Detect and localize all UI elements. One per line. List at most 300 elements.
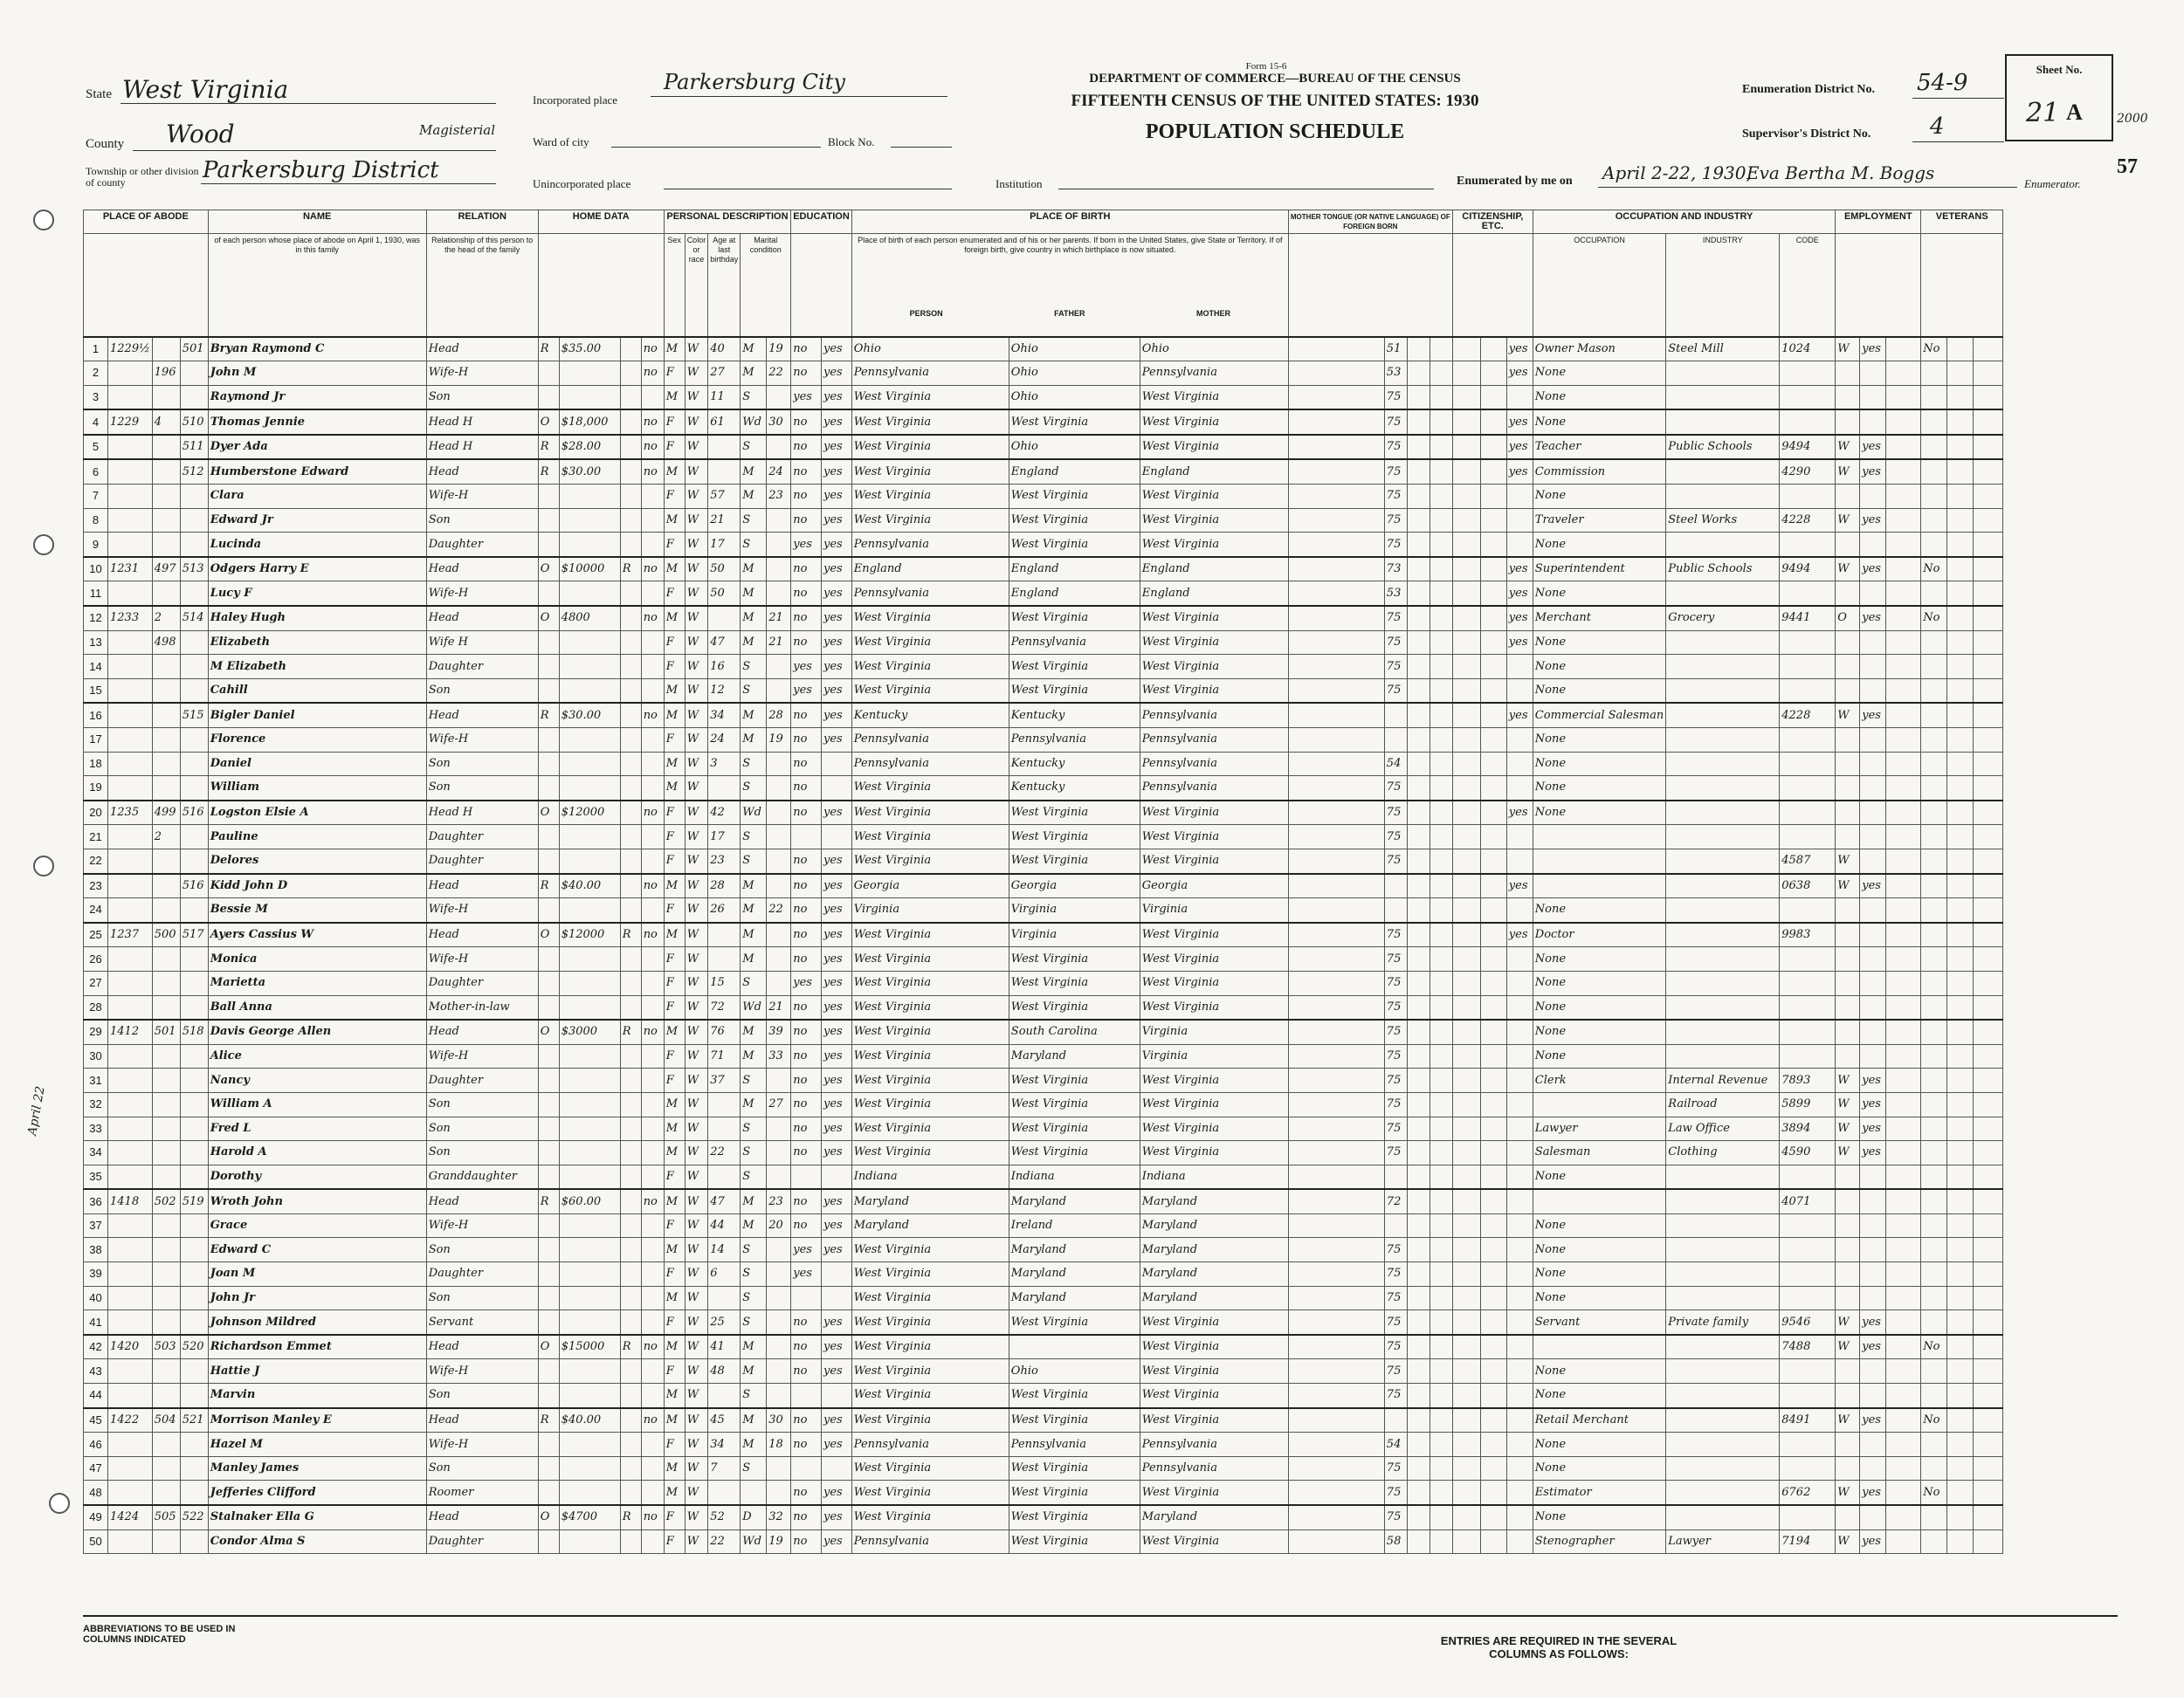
- cell-dwelling: 501: [152, 1020, 180, 1044]
- cell-street: [108, 1359, 153, 1384]
- cell-empty: [1430, 581, 1452, 606]
- cell-empty: [1407, 361, 1430, 386]
- cell-english: [1506, 947, 1533, 972]
- cell-code: 75: [1384, 801, 1407, 825]
- cell-age: [708, 1481, 741, 1505]
- cell-veteran: [1921, 1359, 1947, 1384]
- cell-marital: M: [741, 630, 767, 655]
- cell-empty: [1452, 533, 1480, 557]
- cell-farm: [641, 630, 664, 655]
- cell-empty: [1947, 1286, 1974, 1310]
- table-row: [84, 1286, 2003, 1310]
- cell-name: Edward Jr: [208, 508, 426, 533]
- cell-read: yes: [822, 606, 852, 630]
- cell-farm: [641, 1213, 664, 1238]
- township-note: Magisterial: [419, 122, 496, 138]
- cell-dwelling: [152, 898, 180, 923]
- cell-empty: [1480, 1141, 1506, 1165]
- cell-occupation: Retail Merchant: [1533, 1408, 1665, 1433]
- cell-empty: [1886, 1310, 1921, 1335]
- cell-empty: [1974, 606, 2003, 630]
- cell-dwelling: [152, 971, 180, 995]
- cell-empty: [1886, 533, 1921, 557]
- cell-family: [180, 752, 208, 776]
- cell-empty: [1288, 1481, 1384, 1505]
- cell-employed: [1860, 1456, 1886, 1481]
- cell-occupation: Servant: [1533, 1310, 1665, 1335]
- cell-worker: [1836, 1505, 1860, 1530]
- cell-employed: yes: [1860, 508, 1886, 533]
- cell-line: 24: [84, 898, 108, 923]
- cell-empty: [1886, 1408, 1921, 1433]
- cell-person-bp: England: [851, 557, 1009, 581]
- cell-school: yes: [791, 1262, 822, 1287]
- cell-farm: [641, 508, 664, 533]
- table-row: [84, 776, 2003, 801]
- cell-read: yes: [822, 971, 852, 995]
- group-home-data: HOME DATA: [538, 210, 664, 234]
- cell-industry: [1666, 947, 1780, 972]
- cell-age-married: [767, 1286, 791, 1310]
- cell-family: [180, 1092, 208, 1117]
- cell-mother-bp: West Virginia: [1140, 1481, 1288, 1505]
- cell-street: [108, 849, 153, 873]
- cell-occupation: None: [1533, 971, 1665, 995]
- table-row: [84, 630, 2003, 655]
- cell-line: 21: [84, 825, 108, 849]
- cell-farm: [641, 1530, 664, 1554]
- cell-age-married: 21: [767, 630, 791, 655]
- cell-relation: Daughter: [426, 971, 538, 995]
- cell-radio: [620, 655, 641, 679]
- cell-relation: Wife-H: [426, 1044, 538, 1069]
- cell-farm: no: [641, 1505, 664, 1530]
- cell-person-bp: Georgia: [851, 874, 1009, 898]
- cell-empty: [1886, 923, 1921, 947]
- ward-label: Ward of city: [533, 135, 589, 148]
- cell-empty: [1288, 1359, 1384, 1384]
- cell-empty: [1452, 361, 1480, 386]
- cell-street: 1231: [108, 557, 153, 581]
- cell-line: 29: [84, 1020, 108, 1044]
- cell-race: W: [685, 361, 708, 386]
- cell-school: no: [791, 776, 822, 801]
- cell-radio: [620, 1433, 641, 1457]
- cell-read: yes: [822, 874, 852, 898]
- cell-line: 28: [84, 995, 108, 1020]
- cell-street: [108, 459, 153, 484]
- cell-dwelling: [152, 1141, 180, 1165]
- cell-empty: [1974, 485, 2003, 509]
- cell-read: yes: [822, 898, 852, 923]
- cell-industry: [1666, 776, 1780, 801]
- cell-race: W: [685, 995, 708, 1020]
- cell-industry: Law Office: [1666, 1117, 1780, 1141]
- table-row: [84, 752, 2003, 776]
- cell-sex: M: [664, 459, 685, 484]
- block-underline: [891, 147, 952, 148]
- cell-school: yes: [791, 533, 822, 557]
- cell-farm: [641, 1262, 664, 1287]
- mother-head: MOTHER: [1196, 309, 1231, 318]
- census-title: FIFTEENTH CENSUS OF THE UNITED STATES: 1930: [1071, 92, 1479, 110]
- cell-occ-code: [1780, 971, 1836, 995]
- cell-occ-code: [1780, 361, 1836, 386]
- cell-line: 25: [84, 923, 108, 947]
- cell-radio: [620, 1359, 641, 1384]
- cell-empty: [1430, 971, 1452, 995]
- cell-english: [1506, 1165, 1533, 1189]
- cell-industry: [1666, 1165, 1780, 1189]
- cell-person-bp: West Virginia: [851, 630, 1009, 655]
- table-row: [84, 337, 2003, 361]
- cell-radio: [620, 1408, 641, 1433]
- cell-radio: [620, 874, 641, 898]
- cell-english: [1506, 1310, 1533, 1335]
- cell-empty: [1480, 581, 1506, 606]
- cell-marital: S: [741, 971, 767, 995]
- cell-empty: [1974, 557, 2003, 581]
- cell-sex: F: [664, 995, 685, 1020]
- cell-person-bp: Indiana: [851, 1165, 1009, 1189]
- cell-school: yes: [791, 1238, 822, 1262]
- cell-empty: [1407, 752, 1430, 776]
- cell-empty: [1480, 923, 1506, 947]
- cell-sex: F: [664, 1433, 685, 1457]
- cell-value: [559, 1286, 620, 1310]
- cell-empty: [1407, 1069, 1430, 1093]
- cell-line: 40: [84, 1286, 108, 1310]
- cell-code: 75: [1384, 409, 1407, 435]
- cell-english: [1506, 508, 1533, 533]
- cell-marital: M: [741, 337, 767, 361]
- cell-mother-bp: England: [1140, 557, 1288, 581]
- table-row: [84, 361, 2003, 386]
- cell-industry: [1666, 1286, 1780, 1310]
- cell-empty: [1480, 1433, 1506, 1457]
- cell-empty: [1886, 655, 1921, 679]
- cell-empty: [1288, 752, 1384, 776]
- table-row: [84, 1092, 2003, 1117]
- cell-occupation: None: [1533, 1384, 1665, 1408]
- cell-occ-code: [1780, 385, 1836, 409]
- cell-mother-bp: Virginia: [1140, 1020, 1288, 1044]
- cell-person-bp: West Virginia: [851, 1384, 1009, 1408]
- cell-father-bp: West Virginia: [1009, 409, 1140, 435]
- cell-value: [559, 1384, 620, 1408]
- cell-read: yes: [822, 1069, 852, 1093]
- cell-person-bp: West Virginia: [851, 849, 1009, 873]
- cell-farm: [641, 1433, 664, 1457]
- cell-empty: [1480, 361, 1506, 386]
- cell-family: [180, 825, 208, 849]
- cell-race: W: [685, 801, 708, 825]
- cell-employed: [1860, 898, 1886, 923]
- cell-empty: [1288, 1505, 1384, 1530]
- cell-relation: Son: [426, 1384, 538, 1408]
- cell-radio: [620, 630, 641, 655]
- cell-dwelling: [152, 533, 180, 557]
- cell-name: M Elizabeth: [208, 655, 426, 679]
- cell-read: yes: [822, 1141, 852, 1165]
- cell-employed: yes: [1860, 1141, 1886, 1165]
- cell-mother-bp: West Virginia: [1140, 630, 1288, 655]
- cell-age-married: [767, 874, 791, 898]
- cell-mother-bp: West Virginia: [1140, 508, 1288, 533]
- cell-street: [108, 533, 153, 557]
- cell-english: yes: [1506, 557, 1533, 581]
- cell-name: Monica: [208, 947, 426, 972]
- cell-mother-bp: West Virginia: [1140, 533, 1288, 557]
- cell-english: [1506, 825, 1533, 849]
- cell-employed: yes: [1860, 606, 1886, 630]
- cell-occ-code: [1780, 655, 1836, 679]
- cell-mother-bp: West Virginia: [1140, 655, 1288, 679]
- cell-sex: M: [664, 752, 685, 776]
- cell-occupation: None: [1533, 361, 1665, 386]
- cell-line: 26: [84, 947, 108, 972]
- cell-relation: Son: [426, 1141, 538, 1165]
- cell-dwelling: [152, 1069, 180, 1093]
- cell-employed: yes: [1860, 1481, 1886, 1505]
- cell-father-bp: West Virginia: [1009, 971, 1140, 995]
- cell-empty: [1452, 1530, 1480, 1554]
- cell-tenure: R: [538, 874, 559, 898]
- cell-sex: F: [664, 947, 685, 972]
- cell-employed: yes: [1860, 1092, 1886, 1117]
- cell-occ-code: 7194: [1780, 1530, 1836, 1554]
- cell-employed: [1860, 1359, 1886, 1384]
- cell-empty: [1974, 1189, 2003, 1213]
- cell-street: [108, 1117, 153, 1141]
- cell-sex: F: [664, 825, 685, 849]
- cell-school: no: [791, 1092, 822, 1117]
- cell-name: Humberstone Edward: [208, 459, 426, 484]
- cell-father-bp: Virginia: [1009, 923, 1140, 947]
- cell-veteran: [1921, 898, 1947, 923]
- cell-veteran: [1921, 1069, 1947, 1093]
- cell-empty: [1452, 874, 1480, 898]
- cell-empty: [1452, 1189, 1480, 1213]
- cell-race: W: [685, 1359, 708, 1384]
- cell-employed: [1860, 801, 1886, 825]
- cell-empty: [1430, 1262, 1452, 1287]
- cell-empty: [1974, 801, 2003, 825]
- cell-tenure: R: [538, 1189, 559, 1213]
- cell-worker: [1836, 1262, 1860, 1287]
- cell-line: 12: [84, 606, 108, 630]
- cell-radio: [620, 1189, 641, 1213]
- cell-dwelling: 4: [152, 409, 180, 435]
- cell-empty: [1947, 1165, 1974, 1189]
- cell-veteran: [1921, 923, 1947, 947]
- cell-street: 1424: [108, 1505, 153, 1530]
- cell-age-married: [767, 1238, 791, 1262]
- cell-worker: [1836, 385, 1860, 409]
- cell-school: no: [791, 1481, 822, 1505]
- cell-radio: [620, 1384, 641, 1408]
- cell-occupation: None: [1533, 728, 1665, 753]
- cell-empty: [1452, 1384, 1480, 1408]
- cell-line: 13: [84, 630, 108, 655]
- cell-employed: [1860, 1020, 1886, 1044]
- cell-age-married: [767, 1310, 791, 1335]
- cell-veteran: [1921, 849, 1947, 873]
- cell-name: Odgers Harry E: [208, 557, 426, 581]
- cell-age-married: [767, 776, 791, 801]
- cell-dwelling: [152, 581, 180, 606]
- cell-empty: [1452, 385, 1480, 409]
- footer: [83, 1615, 2118, 1687]
- cell-sex: F: [664, 1530, 685, 1554]
- cell-employed: [1860, 1189, 1886, 1213]
- cell-marital: S: [741, 1069, 767, 1093]
- cell-family: 513: [180, 557, 208, 581]
- cell-empty: [1974, 1530, 2003, 1554]
- cell-farm: [641, 1117, 664, 1141]
- table-row: [84, 1238, 2003, 1262]
- cell-empty: [1288, 409, 1384, 435]
- cell-radio: [620, 947, 641, 972]
- cell-english: yes: [1506, 409, 1533, 435]
- cell-race: W: [685, 752, 708, 776]
- cell-name: John M: [208, 361, 426, 386]
- cell-empty: [1947, 459, 1974, 484]
- cell-age-married: 22: [767, 361, 791, 386]
- cell-person-bp: West Virginia: [851, 485, 1009, 509]
- cell-occupation: None: [1533, 485, 1665, 509]
- cell-worker: [1836, 1238, 1860, 1262]
- cell-worker: W: [1836, 1335, 1860, 1359]
- cell-street: [108, 435, 153, 460]
- cell-empty: [1886, 1481, 1921, 1505]
- cell-empty: [1480, 1310, 1506, 1335]
- cell-age: [708, 606, 741, 630]
- cell-code: 75: [1384, 947, 1407, 972]
- cell-empty: [1480, 1020, 1506, 1044]
- cell-employed: [1860, 1433, 1886, 1457]
- cell-code: [1384, 1213, 1407, 1238]
- cell-relation: Daughter: [426, 533, 538, 557]
- cell-empty: [1480, 1213, 1506, 1238]
- cell-father-bp: West Virginia: [1009, 849, 1140, 873]
- cell-empty: [1886, 1069, 1921, 1093]
- cell-relation: Roomer: [426, 1481, 538, 1505]
- cell-occupation: Superintendent: [1533, 557, 1665, 581]
- cell-street: [108, 874, 153, 898]
- cell-age-married: [767, 1335, 791, 1359]
- cell-father-bp: Maryland: [1009, 1286, 1140, 1310]
- cell-school: no: [791, 703, 822, 727]
- cell-empty: [1947, 557, 1974, 581]
- cell-veteran: [1921, 1238, 1947, 1262]
- cell-empty: [1480, 337, 1506, 361]
- cell-tenure: [538, 630, 559, 655]
- cell-line: 5: [84, 435, 108, 460]
- cell-veteran: [1921, 1384, 1947, 1408]
- cell-empty: [1452, 485, 1480, 509]
- cell-industry: [1666, 1359, 1780, 1384]
- cell-family: [180, 533, 208, 557]
- cell-empty: [1480, 752, 1506, 776]
- supervisor-label: Supervisor's District No.: [1742, 127, 1871, 141]
- cell-tenure: R: [538, 459, 559, 484]
- cell-worker: [1836, 947, 1860, 972]
- enumerated-label: Enumerated by me on: [1457, 175, 1573, 188]
- cell-empty: [1886, 1359, 1921, 1384]
- cell-code: 75: [1384, 630, 1407, 655]
- cell-employed: yes: [1860, 874, 1886, 898]
- cell-age-married: 23: [767, 1189, 791, 1213]
- cell-person-bp: West Virginia: [851, 1069, 1009, 1093]
- cell-age-married: 19: [767, 337, 791, 361]
- cell-father-bp: Pennsylvania: [1009, 630, 1140, 655]
- cell-industry: Public Schools: [1666, 435, 1780, 460]
- cell-father-bp: West Virginia: [1009, 655, 1140, 679]
- cell-empty: [1430, 874, 1452, 898]
- cell-empty: [1452, 435, 1480, 460]
- cell-school: no: [791, 581, 822, 606]
- cell-empty: [1974, 1481, 2003, 1505]
- cell-relation: Head: [426, 1408, 538, 1433]
- cell-english: [1506, 1069, 1533, 1093]
- cell-farm: [641, 1456, 664, 1481]
- cell-line: 20: [84, 801, 108, 825]
- cell-farm: [641, 1286, 664, 1310]
- cell-dwelling: [152, 1044, 180, 1069]
- cell-occupation: None: [1533, 1359, 1665, 1384]
- cell-empty: [1288, 1044, 1384, 1069]
- cell-family: [180, 361, 208, 386]
- cell-mother-bp: West Virginia: [1140, 1384, 1288, 1408]
- cell-tenure: [538, 1530, 559, 1554]
- cell-occ-code: 8491: [1780, 1408, 1836, 1433]
- cell-tenure: [538, 728, 559, 753]
- cell-marital: M: [741, 581, 767, 606]
- cell-school: yes: [791, 655, 822, 679]
- cell-empty: [1407, 971, 1430, 995]
- cell-empty: [1947, 1310, 1974, 1335]
- cell-empty: [1407, 1141, 1430, 1165]
- cell-empty: [1452, 971, 1480, 995]
- cell-employed: [1860, 1213, 1886, 1238]
- cell-marital: S: [741, 1456, 767, 1481]
- cell-school: no: [791, 995, 822, 1020]
- cell-empty: [1452, 1262, 1480, 1287]
- cell-value: [559, 581, 620, 606]
- cell-school: no: [791, 361, 822, 386]
- cell-empty: [1430, 1117, 1452, 1141]
- cell-read: [822, 752, 852, 776]
- cell-empty: [1974, 678, 2003, 703]
- cell-empty: [1430, 1213, 1452, 1238]
- group-birthplace: PLACE OF BIRTH: [851, 210, 1288, 234]
- cell-industry: [1666, 898, 1780, 923]
- cell-age-married: [767, 508, 791, 533]
- cell-age: 17: [708, 825, 741, 849]
- cell-empty: [1886, 776, 1921, 801]
- cell-person-bp: West Virginia: [851, 1505, 1009, 1530]
- cell-empty: [1886, 630, 1921, 655]
- cell-family: [180, 385, 208, 409]
- cell-occ-code: [1780, 630, 1836, 655]
- cell-radio: [620, 1262, 641, 1287]
- cell-empty: [1452, 1408, 1480, 1433]
- cell-empty: [1452, 776, 1480, 801]
- cell-school: no: [791, 630, 822, 655]
- cell-empty: [1430, 825, 1452, 849]
- cell-veteran: [1921, 1433, 1947, 1457]
